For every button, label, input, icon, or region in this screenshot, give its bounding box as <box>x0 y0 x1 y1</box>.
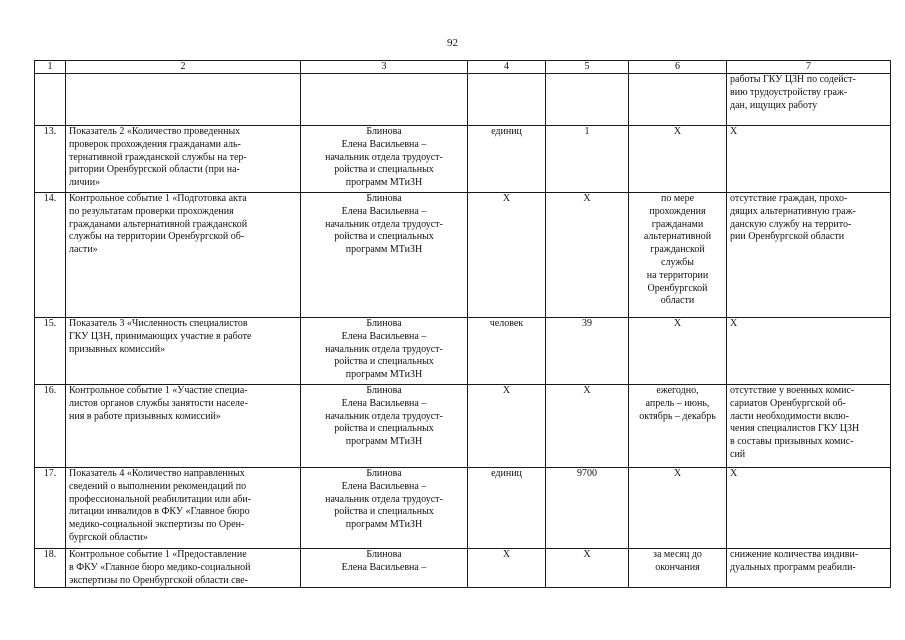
column-header: 4 <box>468 61 546 74</box>
cell-line: сий <box>730 448 746 460</box>
cell-line: ройства и специальных <box>334 423 434 435</box>
cell-line: Блинова <box>366 126 402 137</box>
cell-line: листов органов службы занятости населе- <box>69 397 248 409</box>
cell-line: данскую службу на террито- <box>730 218 852 230</box>
deadline-cell <box>629 549 727 588</box>
unit-cell: единиц <box>468 126 546 193</box>
cell-line: альтернативной <box>643 231 712 243</box>
cell-line: Х <box>730 468 738 479</box>
column-header: 2 <box>66 61 301 74</box>
unit-cell: Х <box>468 193 546 318</box>
cell-line: Х <box>673 468 682 479</box>
unit-cell: Х <box>468 549 546 588</box>
cell-line: программ МТиЗН <box>345 177 423 189</box>
cell-line: вию трудоустройству граж- <box>730 86 848 98</box>
cell-line: службы на территории Оренбургской об- <box>69 231 245 243</box>
risk-cell <box>727 74 891 126</box>
cell-line: рии Оренбургской области <box>730 231 845 243</box>
cell-line: прохождения <box>649 205 706 217</box>
cell-line: сариатов Оренбургской об- <box>730 397 846 409</box>
activity-name-cell <box>66 549 301 588</box>
cell-line: Оренбургской <box>647 282 708 294</box>
cell-line: в ФКУ «Главное бюро медико-социальной <box>69 561 251 573</box>
cell-line: гражданами <box>651 218 704 230</box>
activity-name-cell <box>66 385 301 468</box>
cell-line: ритории Оренбургской области (при на- <box>69 164 240 176</box>
column-header: 6 <box>629 61 727 74</box>
cell-line: гражданской <box>650 244 705 256</box>
row-number-cell: 17. <box>35 468 66 549</box>
cell-line: октябрь – декабрь <box>639 410 716 422</box>
cell-line: Блинова <box>366 385 402 396</box>
cell-line: профессиональной реабилитации или аби- <box>69 493 252 505</box>
cell-line: Елена Васильевна – <box>341 397 427 409</box>
responsible-person-cell <box>301 193 468 318</box>
value-cell: 1 <box>546 126 629 193</box>
row-number-cell: 16. <box>35 385 66 468</box>
table-row <box>35 74 891 126</box>
value-cell: 9700 <box>546 468 629 549</box>
responsible-person-cell <box>301 318 468 385</box>
cell-line: работы ГКУ ЦЗН по содейст- <box>730 74 856 85</box>
row-number-cell: 14. <box>35 193 66 318</box>
column-header: 5 <box>546 61 629 74</box>
cell-line: начальник отдела трудоуст- <box>325 218 443 230</box>
cell-line: Контрольное событие 1 «Подготовка акта <box>69 193 247 204</box>
risk-cell <box>727 126 891 193</box>
cell-line: Показатель 3 «Численность специалистов <box>69 318 248 329</box>
cell-line: по результатам проверки прохождения <box>69 205 234 217</box>
cell-line: начальник отдела трудоуст- <box>325 151 443 163</box>
responsible-person-cell <box>301 74 468 126</box>
value-cell: Х <box>546 385 629 468</box>
deadline-cell <box>629 468 727 549</box>
unit-cell: человек <box>468 318 546 385</box>
table-row <box>35 385 891 468</box>
cell-line: ройства и специальных <box>334 231 434 243</box>
cell-line: экспертизы по Оренбургской области све- <box>69 574 248 586</box>
cell-line: области <box>660 295 695 307</box>
cell-line: чения специалистов ГКУ ЦЗН <box>730 423 860 435</box>
cell-line: гражданами альтернативной гражданской <box>69 218 248 230</box>
deadline-cell <box>629 74 727 126</box>
plan-table <box>34 60 891 588</box>
cell-line: отсутствие у военных комис- <box>730 385 855 396</box>
deadline-cell <box>629 385 727 468</box>
row-number-cell: 15. <box>35 318 66 385</box>
cell-line: ройства и специальных <box>334 506 434 518</box>
cell-line: окончания <box>655 561 700 573</box>
cell-line: отсутствие граждан, прохо- <box>730 193 848 204</box>
cell-line: апрель – июнь, <box>645 397 710 409</box>
deadline-cell <box>629 126 727 193</box>
unit-cell <box>468 74 546 126</box>
cell-line: ройства и специальных <box>334 164 434 176</box>
cell-line: в составы призывных комис- <box>730 436 854 448</box>
row-number-cell: 18. <box>35 549 66 588</box>
column-header: 3 <box>301 61 468 74</box>
column-header: 7 <box>727 61 891 74</box>
table-row <box>35 318 891 385</box>
table-row <box>35 468 891 549</box>
cell-line: литации инвалидов в ФКУ «Главное бюро <box>69 506 250 518</box>
cell-line: ройства и специальных <box>334 356 434 368</box>
cell-line: Елена Васильевна – <box>341 138 427 150</box>
cell-line: ГКУ ЦЗН, принимающих участие в работе <box>69 330 252 342</box>
cell-line: Х <box>673 318 682 329</box>
cell-line: Блинова <box>366 193 402 204</box>
cell-line: начальник отдела трудоуст- <box>325 343 443 355</box>
cell-line: Контрольное событие 1 «Участие специа- <box>69 385 248 396</box>
value-cell: Х <box>546 193 629 318</box>
risk-cell <box>727 385 891 468</box>
cell-line: дящих альтернативную граж- <box>730 205 856 217</box>
column-number-row <box>35 61 891 74</box>
unit-cell: Х <box>468 385 546 468</box>
cell-line: Контрольное событие 1 «Предоставление <box>69 549 247 560</box>
cell-line: личии» <box>69 177 101 189</box>
cell-line: Х <box>673 126 682 137</box>
cell-line: ния в работе призывных комиссий» <box>69 410 221 422</box>
activity-name-cell <box>66 468 301 549</box>
value-cell <box>546 74 629 126</box>
cell-line: призывных комиссий» <box>69 343 166 355</box>
cell-line: тернативной гражданской службы на тер- <box>69 151 247 163</box>
cell-line: ласти необходимости вклю- <box>730 410 849 422</box>
cell-line: сведений о выполнении рекомендаций по <box>69 480 247 492</box>
activity-name-cell <box>66 193 301 318</box>
cell-line: программ МТиЗН <box>345 519 423 531</box>
activity-name-cell <box>66 74 301 126</box>
responsible-person-cell <box>301 385 468 468</box>
cell-line: ласти» <box>69 244 98 256</box>
cell-line: Показатель 2 «Количество проведенных <box>69 126 241 137</box>
cell-line: программ МТиЗН <box>345 369 423 381</box>
risk-cell <box>727 549 891 588</box>
cell-line: Х <box>730 318 738 329</box>
risk-cell <box>727 318 891 385</box>
table-row <box>35 126 891 193</box>
responsible-person-cell <box>301 126 468 193</box>
cell-line: Блинова <box>366 468 402 479</box>
cell-line: медико-социальной экспертизы по Орен- <box>69 519 245 531</box>
cell-line: дуальных программ реабили- <box>730 561 856 573</box>
cell-line: по мере <box>660 193 695 204</box>
activity-name-cell <box>66 318 301 385</box>
risk-cell <box>727 468 891 549</box>
table-row <box>35 193 891 318</box>
cell-line: Елена Васильевна – <box>341 205 427 217</box>
activity-name-cell <box>66 126 301 193</box>
cell-line: Показатель 4 «Количество направленных <box>69 468 245 479</box>
cell-line: на территории <box>646 269 709 281</box>
cell-line: Елена Васильевна – <box>341 561 427 573</box>
deadline-cell <box>629 318 727 385</box>
cell-line: Елена Васильевна – <box>341 480 427 492</box>
cell-line: снижение количества индиви- <box>730 549 859 560</box>
cell-line: Блинова <box>366 549 402 560</box>
risk-cell <box>727 193 891 318</box>
responsible-person-cell <box>301 549 468 588</box>
page-number: 92 <box>447 37 458 49</box>
row-number-cell <box>35 74 66 126</box>
cell-line: Блинова <box>366 318 402 329</box>
cell-line: начальник отдела трудоуст- <box>325 410 443 422</box>
cell-line: ежегодно, <box>656 385 699 396</box>
cell-line: программ МТиЗН <box>345 436 423 448</box>
table-row <box>35 549 891 588</box>
cell-line: Елена Васильевна – <box>341 330 427 342</box>
cell-line: Х <box>730 126 738 137</box>
cell-line: начальник отдела трудоуст- <box>325 493 443 505</box>
cell-line: дан, ищущих работу <box>730 99 818 111</box>
responsible-person-cell <box>301 468 468 549</box>
cell-line: службы <box>661 256 694 268</box>
cell-line: программ МТиЗН <box>345 244 423 256</box>
deadline-cell <box>629 193 727 318</box>
cell-line: бургской области» <box>69 531 148 543</box>
cell-line: за месяц до <box>653 549 702 560</box>
column-header: 1 <box>35 61 66 74</box>
cell-line: проверок прохождения гражданами аль- <box>69 138 241 150</box>
unit-cell: единиц <box>468 468 546 549</box>
row-number-cell: 13. <box>35 126 66 193</box>
value-cell: Х <box>546 549 629 588</box>
value-cell: 39 <box>546 318 629 385</box>
